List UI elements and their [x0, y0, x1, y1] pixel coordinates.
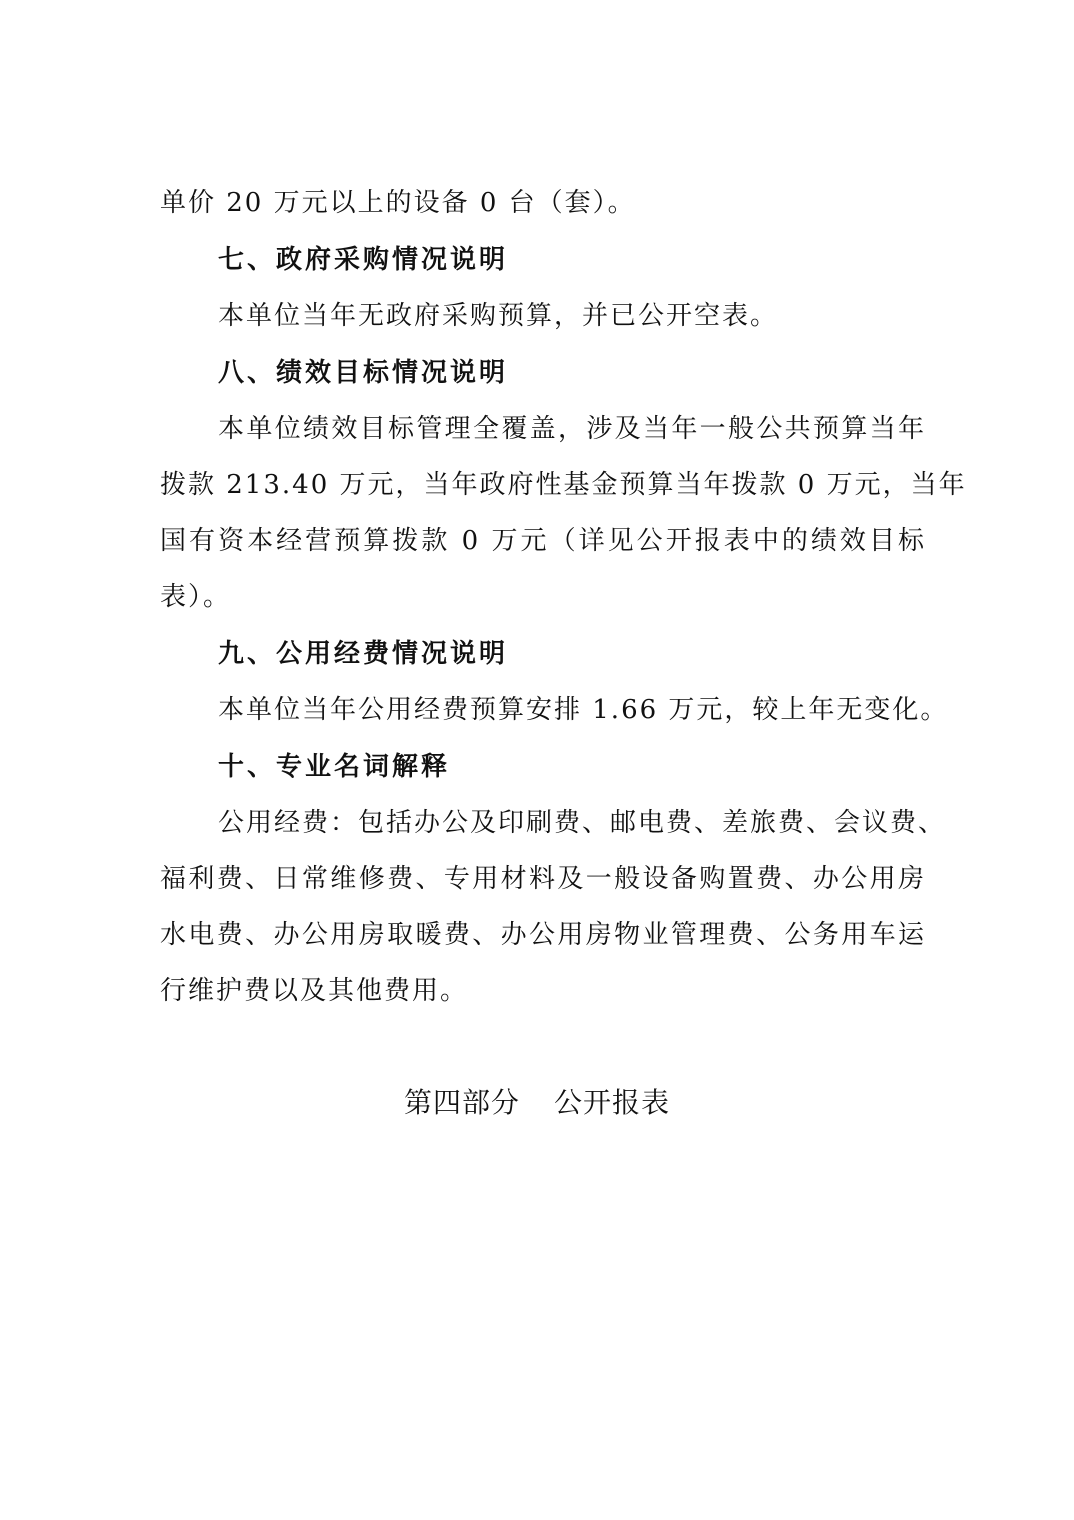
part-title	[0, 1083, 1074, 1123]
paragraph-equipment-count: 单价 20 万元以上的设备 0 台（套）。	[160, 188, 636, 218]
paragraph-terminology-line-2: 福利费、日常维修费、专用材料及一般设备购置费、办公用房	[160, 864, 926, 894]
heading-terminology: 十、专业名词解释	[218, 752, 451, 782]
paragraph-performance-line-4: 表）。	[160, 582, 232, 612]
part-title-name: 公开报表	[554, 1086, 671, 1119]
paragraph-performance-line-2: 拨款 213.40 万元，当年政府性基金预算当年拨款 0 万元，当年	[160, 470, 967, 500]
paragraph-performance-line-1: 本单位绩效目标管理全覆盖，涉及当年一般公共预算当年	[218, 414, 926, 444]
paragraph-terminology-line-1: 公用经费：包括办公及印刷费、邮电费、差旅费、会议费、	[218, 808, 947, 838]
part-title-number: 第四部分	[403, 1086, 520, 1119]
paragraph-public-funds: 本单位当年公用经费预算安排 1.66 万元，较上年无变化。	[218, 695, 949, 725]
paragraph-government-procurement: 本单位当年无政府采购预算，并已公开空表。	[218, 301, 779, 331]
heading-public-funds: 九、公用经费情况说明	[218, 639, 509, 669]
heading-performance-targets: 八、绩效目标情况说明	[218, 358, 509, 388]
paragraph-terminology-line-3: 水电费、办公用房取暖费、办公用房物业管理费、公务用车运	[160, 920, 926, 950]
heading-government-procurement: 七、政府采购情况说明	[218, 245, 509, 275]
paragraph-terminology-line-4: 行维护费以及其他费用。	[160, 976, 469, 1006]
paragraph-performance-line-3: 国有资本经营预算拨款 0 万元（详见公开报表中的绩效目标	[160, 526, 926, 556]
